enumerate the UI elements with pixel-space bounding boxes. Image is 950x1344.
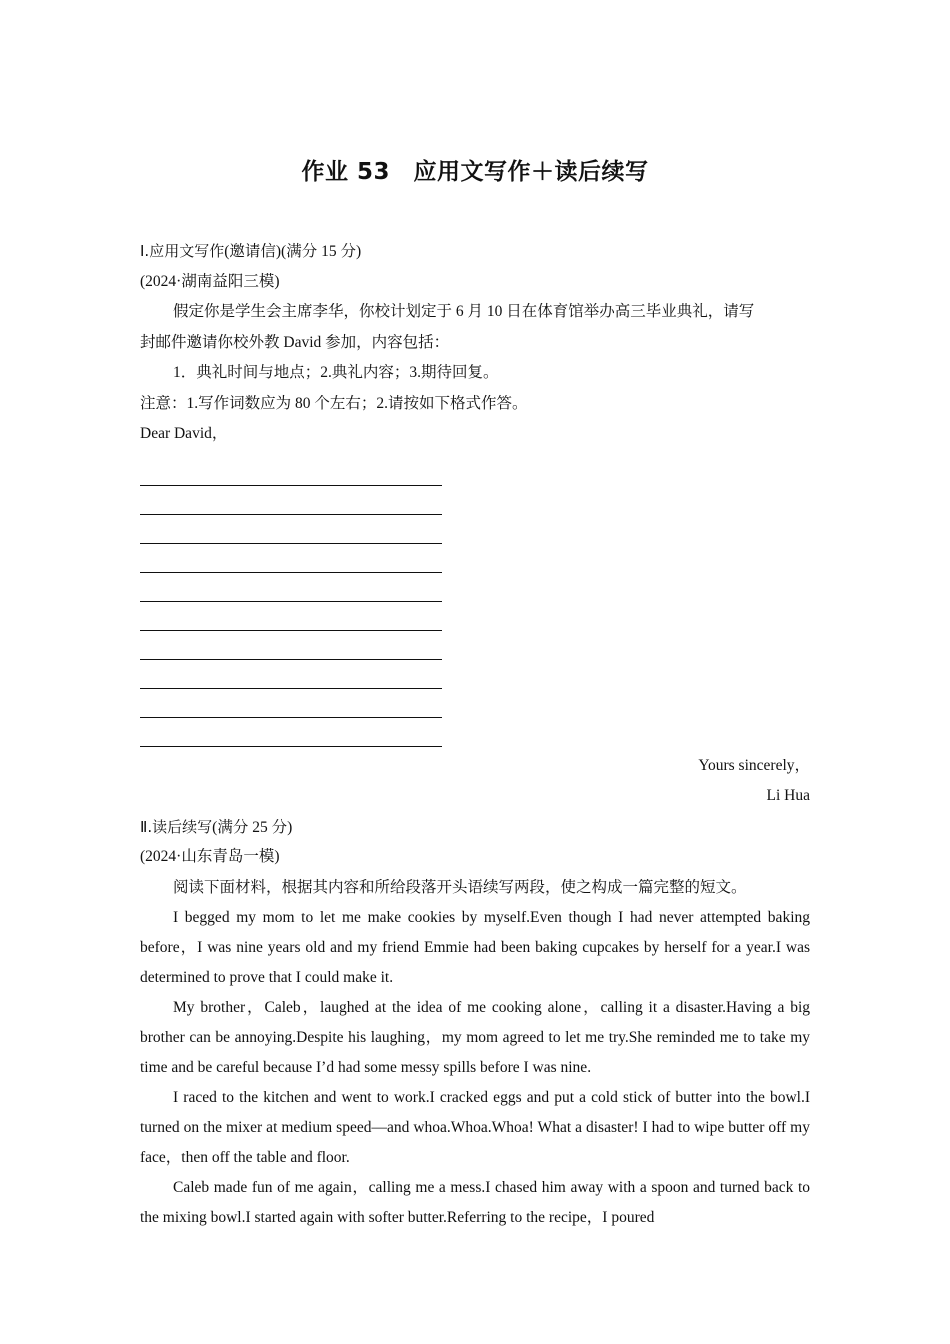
section-2-instruction: 阅读下面材料，根据其内容和所给段落开头语续写两段，使之构成一篇完整的短文。 xyxy=(173,878,747,896)
passage-paragraph: Caleb made fun of me again，calling me a mess.I chased him away with a spoon and turned back to the mixing bowl.I started again with softer butter.Referring to the recipe，I poured xyxy=(140,1179,810,1226)
answer-line[interactable] xyxy=(140,719,442,747)
answer-line[interactable] xyxy=(140,661,442,689)
answer-line[interactable] xyxy=(140,690,442,718)
answer-line[interactable] xyxy=(140,516,442,544)
notice: 注意：1.写作词数应为 80 个左右；2.请按如下格式作答。 xyxy=(140,394,528,412)
section-2-note: (满分 25 分) xyxy=(212,818,293,836)
signature: Li Hua xyxy=(766,787,810,804)
section-2-heading xyxy=(140,812,810,843)
section-1-heading xyxy=(140,236,810,267)
page-title: 作业 53 应用文写作＋读后续写 xyxy=(301,159,649,185)
section-1-source: (2024·湖南益阳三模) xyxy=(140,272,280,290)
answer-line[interactable] xyxy=(140,603,442,631)
passage-paragraph: I raced to the kitchen and went to work.I cracked eggs and put a cold stick of butter into the bowl.I turned on the mixer at medium speed—and whoa.Whoa.Whoa! What a disaster! I had to wipe butter off my face，then off the table and floor. xyxy=(140,1089,810,1166)
content-points: 1．典礼时间与地点；2.典礼内容；3.期待回复。 xyxy=(173,364,499,381)
section-2-label: Ⅱ.读后续写 xyxy=(140,817,213,836)
passage-paragraph: I begged my mom to let me make cookies by myself.Even though I had never attempted baking before，I was nine years old and my friend Emmie had been baking cupcakes by herself for a year.I was determined to prove that I could make it. xyxy=(140,909,810,986)
answer-area[interactable] xyxy=(140,458,810,747)
section-1-label: Ⅰ.应用文写作 xyxy=(140,242,225,260)
prompt-line-2: 封邮件邀请你校外教 David 参加，内容包括： xyxy=(140,333,450,351)
answer-line[interactable] xyxy=(140,545,442,573)
salutation: Dear David， xyxy=(140,425,228,442)
answer-line[interactable] xyxy=(140,487,442,515)
section-2-source: (2024·山东青岛一模) xyxy=(140,848,280,865)
prompt-line-1: 假定你是学生会主席李华，你校计划定于 6 月 10 日在体育馆举办高三毕业典礼，请写 xyxy=(173,303,755,320)
closing: Yours sincerely， xyxy=(698,756,810,774)
passage-paragraph: My brother，Caleb，laughed at the idea of me cooking alone，calling it a disaster.Having a big brother can be annoying.Despite his laughing，my mom agreed to let me try.She reminded me to take my time and be careful because I’d had some messy spills before I was nine. xyxy=(140,999,810,1076)
answer-line[interactable] xyxy=(140,632,442,660)
answer-line[interactable] xyxy=(140,458,442,486)
document-body xyxy=(140,236,810,1233)
answer-line[interactable] xyxy=(140,574,442,602)
section-1-note: (邀请信)(满分 15 分) xyxy=(224,243,362,260)
